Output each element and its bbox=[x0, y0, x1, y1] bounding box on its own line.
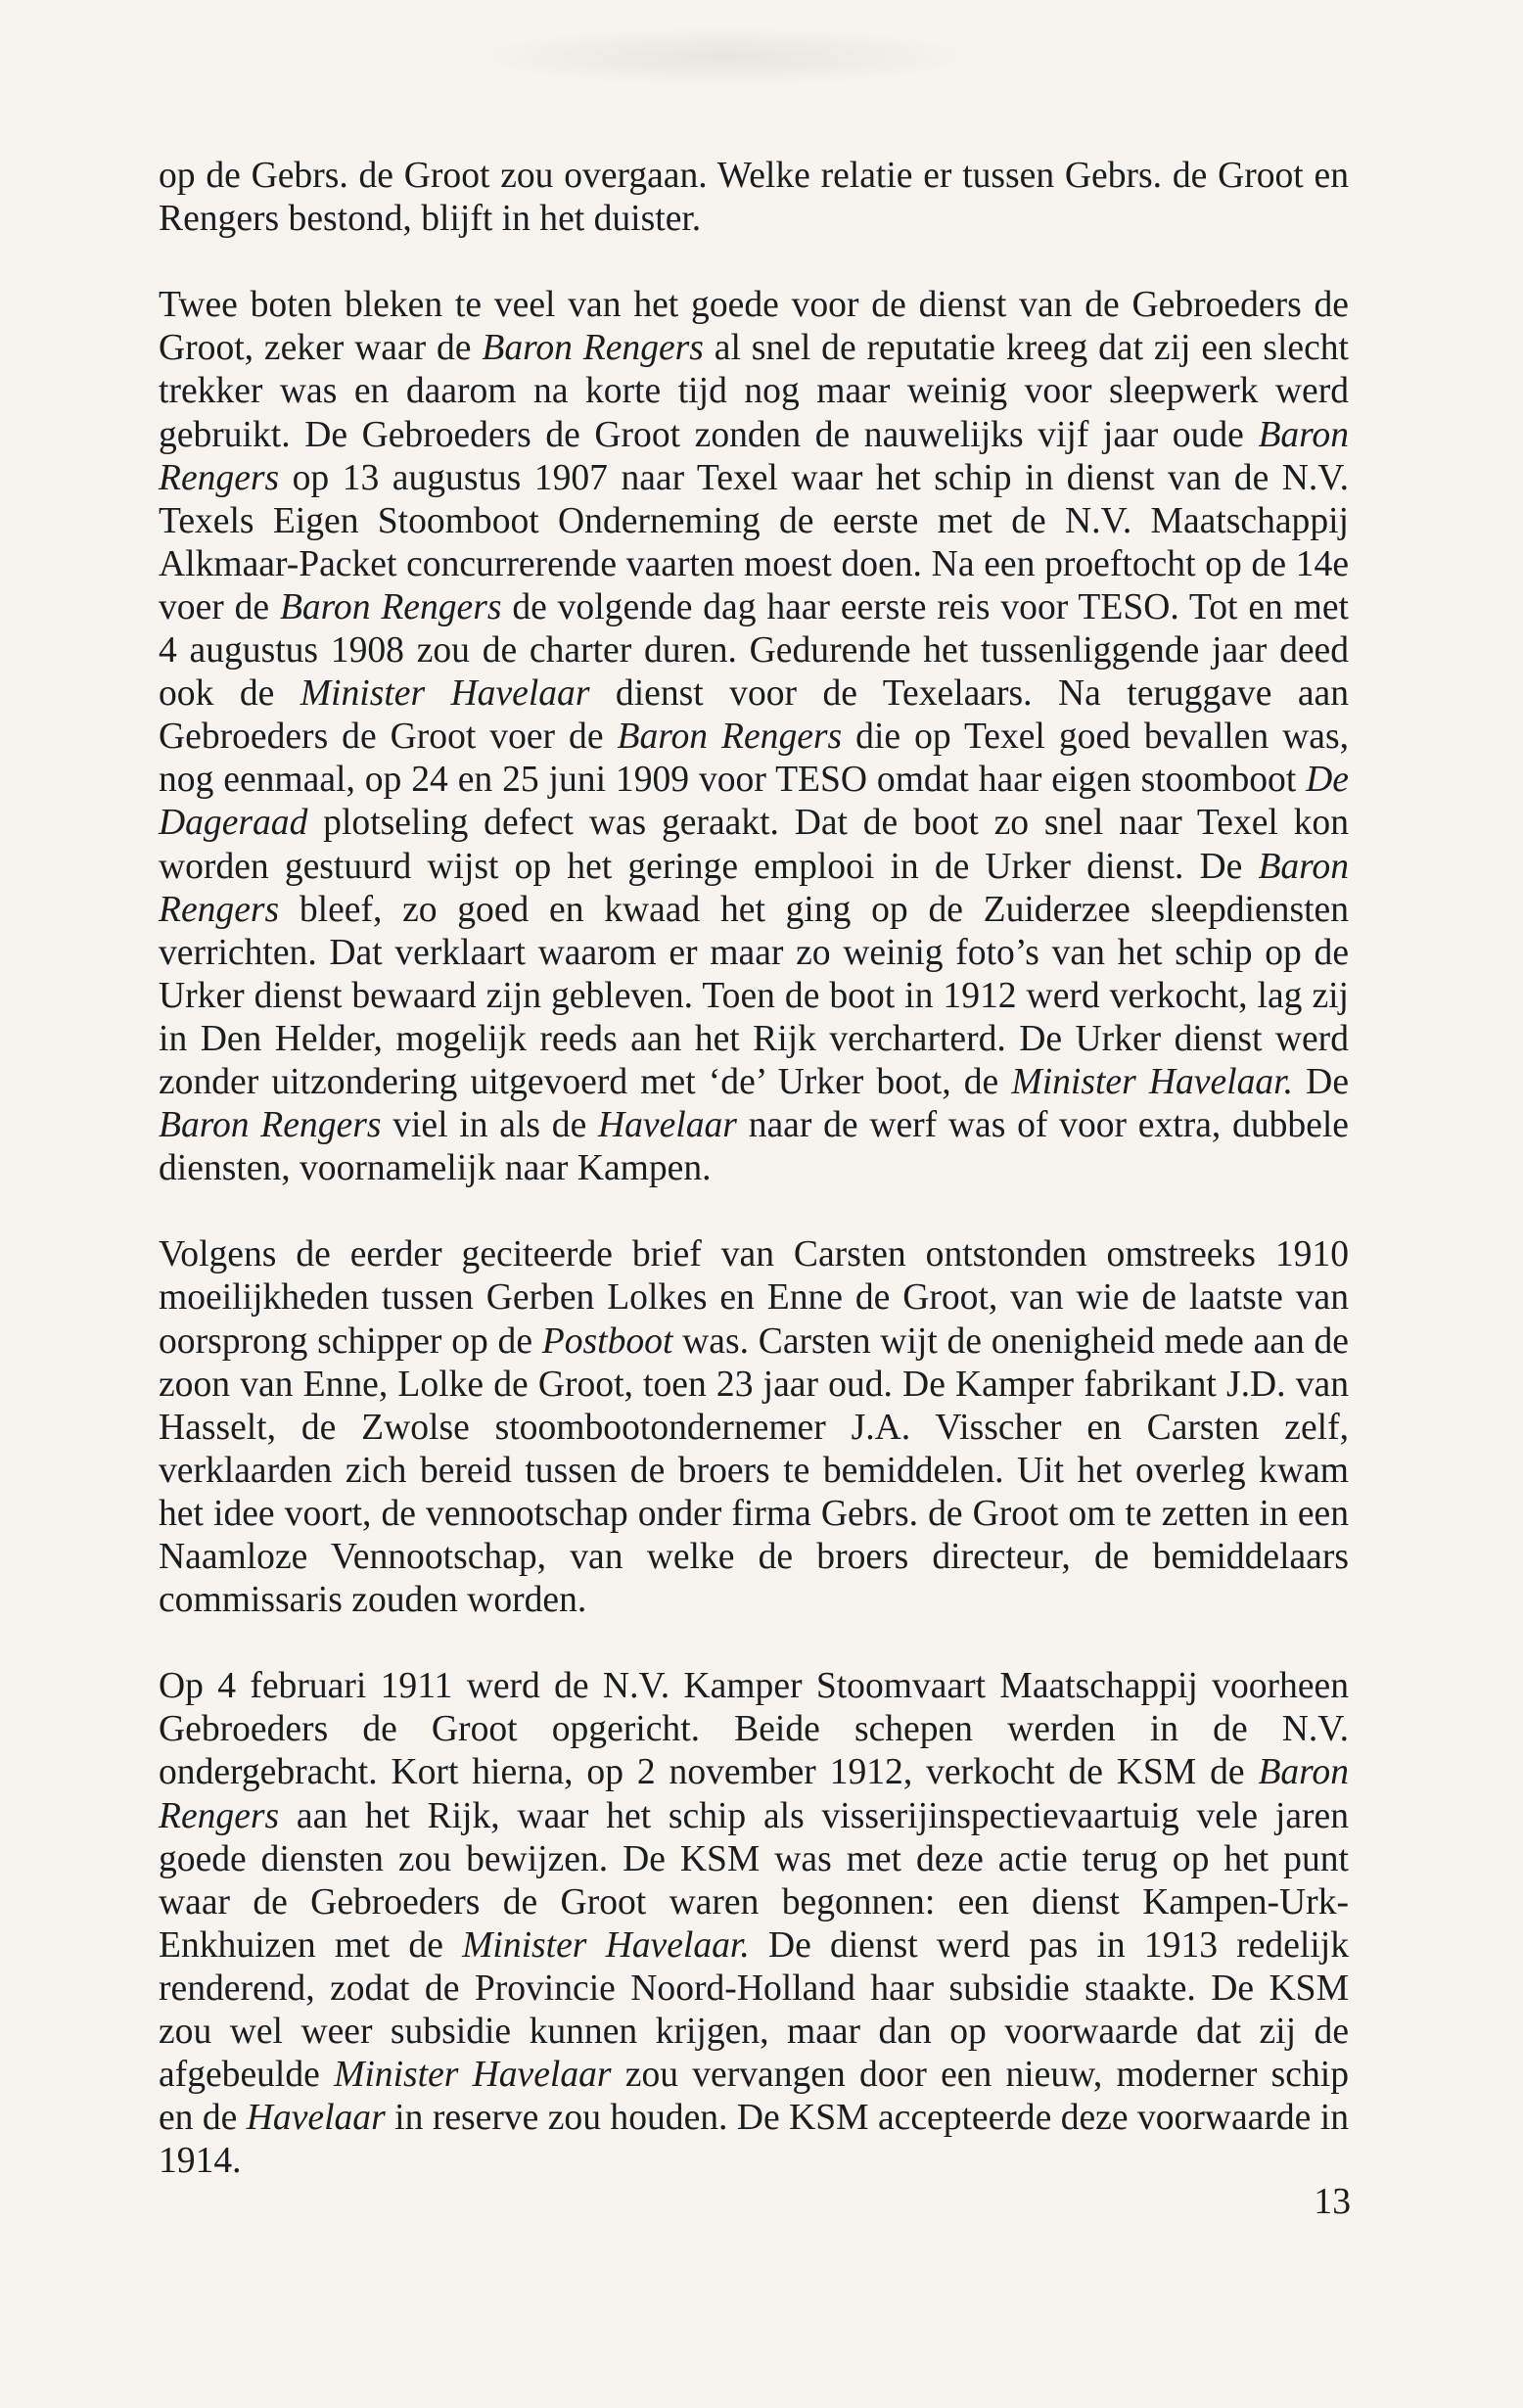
body-text: zou vervangen door een nieuw, moderner schip en de bbox=[159, 2055, 1349, 2139]
paragraph-3 bbox=[159, 1233, 1349, 1622]
body-text: plotseling defect was geraakt. Dat de boot zo snel naar Texel kon worden gestuurd wijst op het geringe emplooi in de Urker dienst. De bbox=[159, 803, 1349, 887]
body-text: aan het Rijk, waar het schip als visserijinspectievaartuig vele jaren goede diensten zou bewijzen. De KSM was met deze actie terug op het punt waar de Gebroeders de Groot waren begonnen: een dienst Kampen-Urk-Enkhuizen met de bbox=[159, 1795, 1349, 1966]
body-text: in reserve zou houden. De KSM accepteerde deze voorwaarde in 1914. bbox=[159, 2098, 1349, 2182]
body-text: dienst voor de Texelaars. Na teruggave aan Gebroeders de Groot voer de bbox=[159, 673, 1350, 758]
ship-name-text: Havelaar bbox=[246, 2098, 386, 2139]
ship-name-text: Baron Rengers bbox=[617, 717, 843, 758]
body-text: viel in als de bbox=[381, 1105, 598, 1146]
ship-name-text: Havelaar bbox=[598, 1105, 737, 1146]
body-text: naar de werf was of voor extra, dubbele diensten, voornamelijk naar Kampen. bbox=[159, 1105, 1349, 1189]
ship-name-text: Minister Havelaar. bbox=[462, 1924, 750, 1966]
page-number: 13 bbox=[1314, 2182, 1351, 2222]
ship-name-text: Minister Havelaar bbox=[300, 673, 590, 715]
body-text: De dienst werd pas in 1913 redelijk renderend, zodat de Provincie Noord-Holland haar subsidie staakte. De KSM zou wel weer subsidie kunnen krijgen, maar dan op voorwaarde dat zij de afgebeulde bbox=[159, 1924, 1350, 2096]
ship-name-text: Postboot bbox=[541, 1320, 673, 1362]
page-body bbox=[159, 155, 1349, 2183]
body-text: Op 4 februari 1911 werd de N.V. Kamper Stoomvaart Maatschappij voorheen Gebroeders de Groot opgericht. Beide schepen werden in de N.V. ondergebracht. Kort hierna, op 2 november 1912, verkocht de KSM de bbox=[159, 1666, 1349, 1793]
paragraph-2 bbox=[159, 284, 1349, 1190]
ship-name-text: De Dageraad bbox=[159, 760, 1349, 844]
body-text: de volgende dag haar eerste reis voor TESO. Tot en met 4 augustus 1908 zou de charter duren. Gedurende het tussenliggende jaar deed ook de bbox=[159, 586, 1349, 715]
ship-name-text: Baron Rengers bbox=[279, 586, 502, 627]
ship-name-text: Minister Havelaar. bbox=[1011, 1061, 1294, 1102]
ship-name-text: Baron Rengers bbox=[159, 846, 1349, 930]
body-text: al snel de reputatie kreeg dat zij een slecht trekker was en daarom na korte tijd nog maar weinig voor sleepwerk werd gebruikt. De Gebroeders de Groot zonden de nauwelijks vijf jaar oude bbox=[159, 328, 1349, 455]
body-text: op de Gebrs. de Groot zou overgaan. Welke relatie er tussen Gebrs. de Groot en Rengers bestond, blijft in het duister. bbox=[159, 156, 1349, 240]
body-text: was. Carsten wijt de onenigheid mede aan de zoon van Enne, Lolke de Groot, toen 23 jaar oud. De Kamper fabrikant J.D. van Hasselt, de Zwolse stoombootondernemer J.A. Visscher en Carsten zelf, verklaarden zich bereid tussen de broers te bemiddelen. Uit het overleg kwam het idee voort, de vennootschap onder firma Gebrs. de Groot om te zetten in een Naamloze Vennootschap, van welke de broers directeur, de bemiddelaars commissaris zouden worden. bbox=[159, 1320, 1349, 1621]
body-text: Twee boten bleken te veel van het goede voor de dienst van de Gebroeders de Groot, zeker waar de bbox=[159, 285, 1349, 369]
ship-name-text: Baron Rengers bbox=[159, 1105, 382, 1146]
ship-name-text: Minister Havelaar bbox=[334, 2055, 612, 2096]
paragraph-1 bbox=[159, 155, 1349, 241]
paragraph-4 bbox=[159, 1665, 1349, 2183]
body-text: die op Texel goed bevallen was, nog eenmaal, op 24 en 25 juni 1909 voor TESO omdat haar eigen stoomboot bbox=[159, 717, 1349, 801]
body-text: Volgens de eerder geciteerde brief van Carsten ontstonden omstreeks 1910 moeilijkheden tussen Gerben Lolkes en Enne de Groot, van wie de laatste van oorsprong schipper op de bbox=[159, 1234, 1349, 1362]
ship-name-text: Baron Rengers bbox=[482, 328, 704, 369]
scan-smudge bbox=[470, 27, 979, 86]
body-text: bleef, zo goed en kwaad het ging op de Zuiderzee sleepdiensten verrichten. Dat verklaart waarom er maar zo weinig foto’s van het schip op de Urker dienst bewaard zijn gebleven. Toen de boot in 1912 werd verkocht, lag zij in Den Helder, mogelijk reeds aan het Rijk vercharterd. De Urker dienst werd zonder uitzondering uitgevoerd met ‘de’ Urker boot, de bbox=[159, 889, 1349, 1102]
ship-name-text: Baron Rengers bbox=[159, 1752, 1349, 1836]
ship-name-text: Baron Rengers bbox=[159, 414, 1349, 498]
body-text: op 13 augustus 1907 naar Texel waar het schip in dienst van de N.V. Texels Eigen Stoomboot Onderneming de eerste met de N.V. Maatschappij Alkmaar-Packet concurrerende vaarten moest doen. Na een proeftocht op de 14e voer de bbox=[159, 457, 1349, 627]
body-text: De bbox=[1293, 1061, 1349, 1102]
